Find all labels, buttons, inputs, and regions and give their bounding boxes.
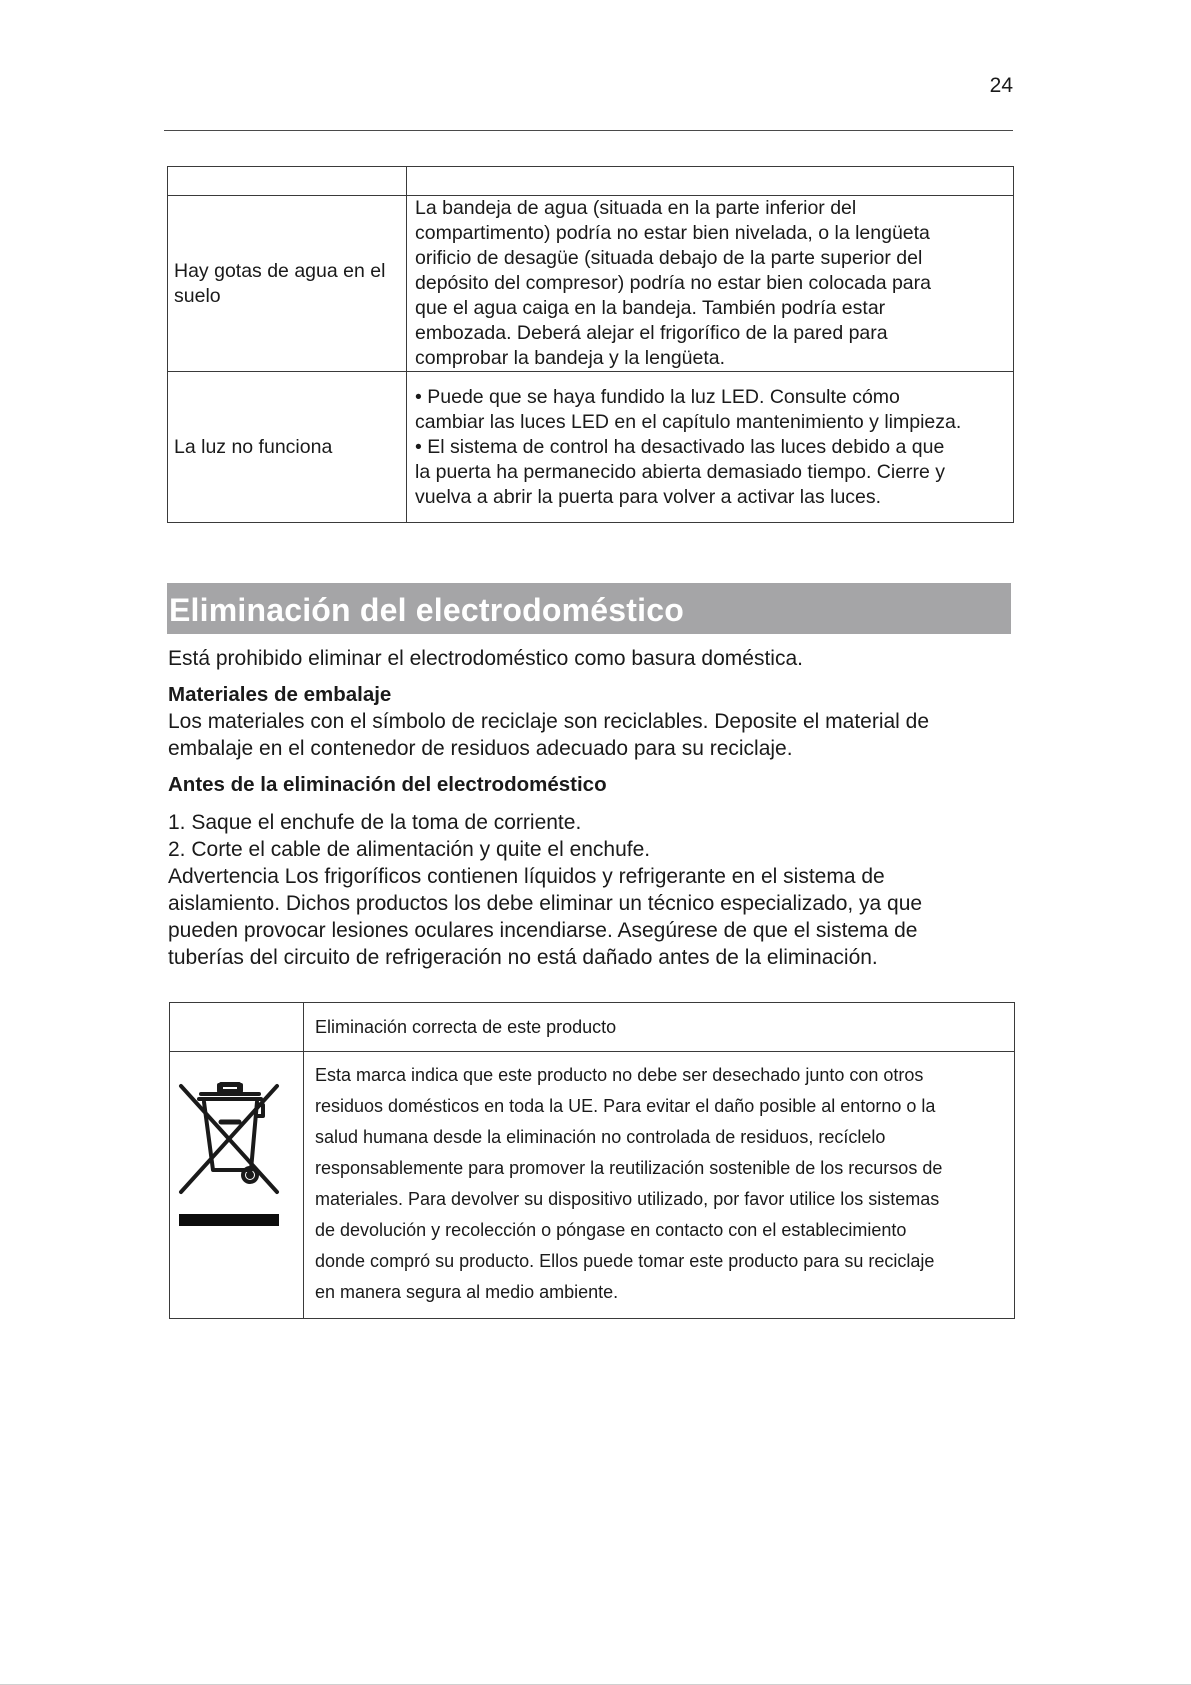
weee-text-line: materiales. Para devolver su dispositivo utilizado, por favor utilice los sistemas [315, 1189, 940, 1209]
weee-body-cell [304, 1052, 1015, 1319]
table-header-row [168, 167, 1014, 196]
packaging-text-line: Los materiales con el símbolo de reciclaje son reciclables. Deposite el material de [168, 710, 930, 733]
cause-line: depósito del compresor) podría no estar bien colocada para [415, 272, 931, 294]
cause-line: comprobar la bandeja y la lengüeta. [415, 347, 726, 369]
weee-text-line: salud humana desde la eliminación no controlada de residuos, recíclelo [315, 1127, 886, 1147]
weee-text-line: en manera segura al medio ambiente. [315, 1282, 619, 1302]
section-header [167, 583, 1011, 634]
section-title: Eliminación del electrodoméstico [169, 592, 684, 628]
troubleshooting-table [167, 166, 1014, 523]
weee-header-empty-cell [170, 1003, 304, 1052]
weee-icon-cell [170, 1052, 304, 1319]
cause-line: vuelva a abrir la puerta para volver a activar las luces. [415, 485, 882, 508]
cause-line: La bandeja de agua (situada en la parte inferior del [415, 197, 857, 219]
cause-line: cambiar las luces LED en el capítulo mantenimiento y limpieza. [415, 410, 962, 433]
intro-text: Está prohibido eliminar el electrodoméstico como basura doméstica. [168, 647, 803, 670]
page-number: 24 [989, 74, 1013, 97]
weee-text-line: Esta marca indica que este producto no debe ser desechado junto con otros [315, 1065, 924, 1085]
packaging-text-line: embalaje en el contenedor de residuos adecuado para su reciclaje. [168, 737, 793, 760]
warning-text-line: Advertencia Los frigoríficos contienen líquidos y refrigerante en el sistema de [168, 865, 885, 888]
cause-line: embozada. Deberá alejar el frigorífico de la pared para [415, 322, 888, 344]
weee-header-row [170, 1003, 1015, 1052]
weee-text-line: residuos domésticos en toda la UE. Para evitar el daño posible al entorno o la [315, 1096, 936, 1116]
warning-text-line: tuberías del circuito de refrigeración no está dañado antes de la eliminación. [168, 946, 878, 969]
step-item: 1. Saque el enchufe de la toma de corriente. [168, 811, 582, 834]
step-item: 2. Corte el cable de alimentación y quite el enchufe. [168, 838, 651, 861]
cause-line: que el agua caiga en la bandeja. También podría estar [415, 297, 886, 319]
packaging-heading: Materiales de embalaje [168, 683, 392, 706]
crossed-out-wheelie-bin-icon [177, 1080, 281, 1226]
header-cell-cause [407, 167, 1014, 196]
weee-table [169, 1002, 1015, 1319]
cause-cell [407, 196, 1014, 372]
warning-text-line: aislamiento. Dichos productos los debe eliminar un técnico especializado, ya que [168, 892, 923, 915]
weee-text-line: donde compró su producto. Ellos puede tomar este producto para su reciclaje [315, 1251, 935, 1271]
table-row [168, 372, 1014, 523]
before-disposal-heading: Antes de la eliminación del electrodoméstico [168, 773, 607, 796]
weee-text-line: responsablemente para promover la reutilización sostenible de los recursos de [315, 1158, 943, 1178]
cause-line: la puerta ha permanecido abierta demasiado tiempo. Cierre y [415, 460, 946, 483]
weee-body-row [170, 1052, 1015, 1319]
cause-line: • El sistema de control ha desactivado las luces debido a que [415, 435, 945, 458]
cause-line: • Puede que se haya fundido la luz LED. Consulte cómo [415, 385, 900, 408]
problem-cell: Hay gotas de agua en el suelo [168, 196, 407, 372]
cause-line: orificio de desagüe (situada debajo de la parte superior del [415, 247, 923, 269]
cause-line: compartimento) podría no estar bien nivelada, o la lengüeta [415, 222, 930, 244]
cause-cell [407, 372, 1014, 523]
warning-text-line: pueden provocar lesiones oculares incendiarse. Asegúrese de que el sistema de [168, 919, 918, 942]
problem-cell: La luz no funciona [168, 372, 407, 523]
header-divider [164, 130, 1013, 131]
header-cell-problem [168, 167, 407, 196]
table-row [168, 196, 1014, 372]
weee-title: Eliminación correcta de este producto [304, 1003, 1015, 1052]
disposal-content [168, 645, 1013, 971]
weee-text-line: de devolución y recolección o póngase en contacto con el establecimiento [315, 1220, 907, 1240]
